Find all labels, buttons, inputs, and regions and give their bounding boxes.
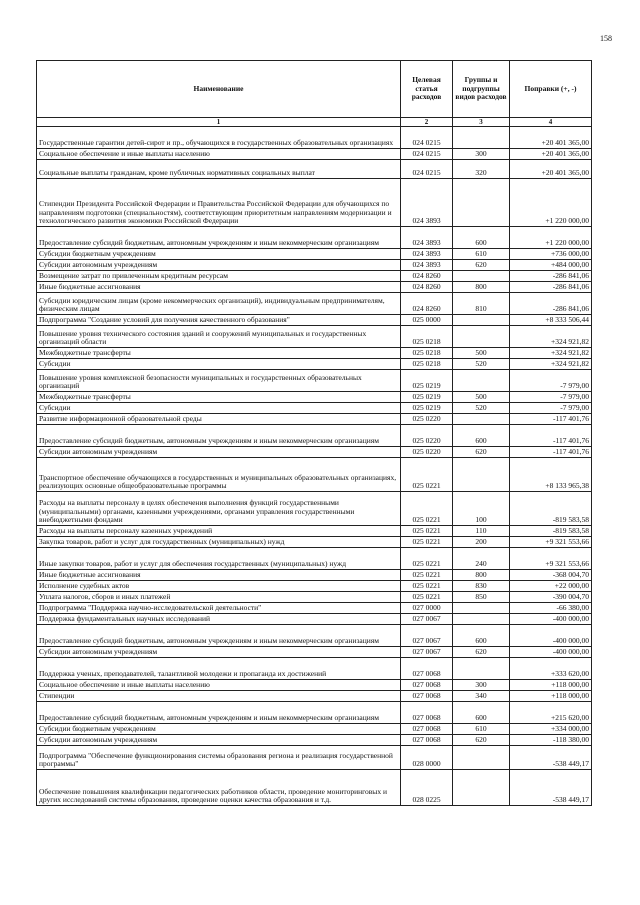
row-name: Расходы на выплаты персоналу в целях обеспечения выполнения функций государственными (муниципальными) органами, казенными учреждениями, органами управления государственными внебюджетными фондами xyxy=(37,492,401,526)
row-name: Развитие информационной образовательной среды xyxy=(37,414,401,425)
row-target-code: 025 0221 xyxy=(401,570,453,581)
table-row xyxy=(37,526,592,537)
row-expense-group: 320 xyxy=(453,160,510,179)
row-target-code: 025 0220 xyxy=(401,425,453,447)
row-name: Субсидии автономным учреждениям xyxy=(37,260,401,271)
table-row xyxy=(37,581,592,592)
row-name: Межбюджетные трансферты xyxy=(37,348,401,359)
row-expense-group: 800 xyxy=(453,282,510,293)
row-target-code: 025 0218 xyxy=(401,326,453,348)
row-name: Субсидии бюджетным учреждениям xyxy=(37,724,401,735)
table-row xyxy=(37,425,592,447)
row-name: Межбюджетные трансферты xyxy=(37,392,401,403)
row-amount: +333 620,00 xyxy=(510,658,592,680)
row-expense-group xyxy=(453,414,510,425)
row-target-code: 025 0219 xyxy=(401,370,453,392)
table-row xyxy=(37,293,592,315)
row-expense-group xyxy=(453,271,510,282)
col-group-header: Группы и подгруппы видов расходов xyxy=(453,61,510,118)
row-name: Подпрограмма "Обеспечение функционирования системы образования региона и реализация государственной программы" xyxy=(37,746,401,770)
col-number-3: 3 xyxy=(453,118,510,127)
row-target-code: 025 0219 xyxy=(401,403,453,414)
row-amount: -7 979,00 xyxy=(510,370,592,392)
row-expense-group: 600 xyxy=(453,625,510,647)
table-row xyxy=(37,149,592,160)
col-number-4: 4 xyxy=(510,118,592,127)
row-expense-group xyxy=(453,614,510,625)
table-row xyxy=(37,680,592,691)
table-row xyxy=(37,702,592,724)
table-row xyxy=(37,537,592,548)
table-row xyxy=(37,359,592,370)
row-name: Субсидии автономным учреждениям xyxy=(37,447,401,458)
row-expense-group: 620 xyxy=(453,260,510,271)
row-name: Субсидии xyxy=(37,359,401,370)
table-row xyxy=(37,127,592,149)
row-amount: +736 000,00 xyxy=(510,249,592,260)
row-target-code: 025 0221 xyxy=(401,548,453,570)
table-row xyxy=(37,370,592,392)
row-expense-group xyxy=(453,458,510,492)
page-number: 158 xyxy=(600,34,612,43)
row-expense-group: 110 xyxy=(453,526,510,537)
row-amount: -819 583,58 xyxy=(510,492,592,526)
row-target-code: 024 3893 xyxy=(401,249,453,260)
row-name: Транспортное обеспечение обучающихся в государственных и муниципальных образовательных организациях, реализующих основные общеобразовательные программы xyxy=(37,458,401,492)
table-row xyxy=(37,348,592,359)
table-row xyxy=(37,447,592,458)
row-amount: +8 333 506,44 xyxy=(510,315,592,326)
row-amount: +334 000,00 xyxy=(510,724,592,735)
row-expense-group: 800 xyxy=(453,570,510,581)
row-amount: +20 401 365,00 xyxy=(510,127,592,149)
row-name: Субсидии бюджетным учреждениям xyxy=(37,249,401,260)
row-expense-group: 240 xyxy=(453,548,510,570)
col-number-1: 1 xyxy=(37,118,401,127)
row-amount: -286 841,06 xyxy=(510,293,592,315)
table-row xyxy=(37,735,592,746)
row-name: Предоставление субсидий бюджетным, автономным учреждениям и иным некоммерческим организациям xyxy=(37,702,401,724)
row-target-code: 025 0219 xyxy=(401,392,453,403)
row-target-code: 027 0067 xyxy=(401,647,453,658)
table-row xyxy=(37,160,592,179)
row-expense-group: 610 xyxy=(453,249,510,260)
table-row xyxy=(37,658,592,680)
row-expense-group: 500 xyxy=(453,392,510,403)
row-amount: +20 401 365,00 xyxy=(510,149,592,160)
row-name: Социальные выплаты гражданам, кроме публичных нормативных социальных выплат xyxy=(37,160,401,179)
table-row xyxy=(37,603,592,614)
row-name: Уплата налогов, сборов и иных платежей xyxy=(37,592,401,603)
table-row xyxy=(37,271,592,282)
row-name: Предоставление субсидий бюджетным, автономным учреждениям и иным некоммерческим организациям xyxy=(37,425,401,447)
row-name: Субсидии юридическим лицам (кроме некоммерческих организаций), индивидуальным предпринимателям, физическим лицам xyxy=(37,293,401,315)
row-target-code: 025 0000 xyxy=(401,315,453,326)
table-header-row xyxy=(37,61,592,118)
row-amount: +324 921,82 xyxy=(510,348,592,359)
row-expense-group: 610 xyxy=(453,724,510,735)
row-name: Предоставление субсидий бюджетным, автономным учреждениям и иным некоммерческим организациям xyxy=(37,625,401,647)
row-amount: +324 921,82 xyxy=(510,359,592,370)
table-row xyxy=(37,625,592,647)
row-amount: -400 000,00 xyxy=(510,614,592,625)
row-name: Предоставление субсидий бюджетным, автономным учреждениям и иным некоммерческим организациям xyxy=(37,227,401,249)
table-row xyxy=(37,179,592,227)
row-target-code: 024 0215 xyxy=(401,160,453,179)
row-name: Поддержка фундаментальных научных исследований xyxy=(37,614,401,625)
row-amount: -286 841,06 xyxy=(510,271,592,282)
row-name: Социальное обеспечение и иные выплаты населению xyxy=(37,680,401,691)
row-target-code: 027 0068 xyxy=(401,702,453,724)
row-name: Субсидии xyxy=(37,403,401,414)
table-row xyxy=(37,724,592,735)
row-target-code: 027 0068 xyxy=(401,658,453,680)
row-target-code: 027 0068 xyxy=(401,724,453,735)
row-expense-group xyxy=(453,603,510,614)
table-row xyxy=(37,570,592,581)
table-row xyxy=(37,249,592,260)
row-target-code: 028 0000 xyxy=(401,746,453,770)
row-expense-group: 340 xyxy=(453,691,510,702)
table-row xyxy=(37,492,592,526)
row-expense-group: 600 xyxy=(453,425,510,447)
table-row xyxy=(37,282,592,293)
row-target-code: 025 0221 xyxy=(401,526,453,537)
row-name: Государственные гарантии детей-сирот и пр., обучающихся в государственных образовательных организациях xyxy=(37,127,401,149)
table-row xyxy=(37,592,592,603)
row-target-code: 025 0218 xyxy=(401,359,453,370)
row-target-code: 025 0220 xyxy=(401,447,453,458)
row-amount: -118 380,00 xyxy=(510,735,592,746)
row-amount: -117 401,76 xyxy=(510,414,592,425)
row-amount: -368 004,70 xyxy=(510,570,592,581)
row-name: Подпрограмма "Поддержка научно-исследовательской деятельности" xyxy=(37,603,401,614)
row-expense-group: 620 xyxy=(453,735,510,746)
row-name: Субсидии автономным учреждениям xyxy=(37,735,401,746)
row-target-code: 025 0221 xyxy=(401,492,453,526)
row-expense-group: 100 xyxy=(453,492,510,526)
row-amount: +215 620,00 xyxy=(510,702,592,724)
col-name-header: Наименование xyxy=(37,61,401,118)
row-expense-group xyxy=(453,770,510,806)
row-name: Возмещение затрат по привлеченным кредитным ресурсам xyxy=(37,271,401,282)
row-expense-group: 300 xyxy=(453,149,510,160)
table-row xyxy=(37,326,592,348)
table-row xyxy=(37,770,592,806)
row-name: Подпрограмма "Создание условий для получения качественного образования" xyxy=(37,315,401,326)
row-expense-group: 620 xyxy=(453,447,510,458)
row-expense-group: 600 xyxy=(453,702,510,724)
row-target-code: 027 0068 xyxy=(401,680,453,691)
table-row xyxy=(37,414,592,425)
row-amount: +9 321 553,66 xyxy=(510,537,592,548)
table-row xyxy=(37,647,592,658)
row-expense-group xyxy=(453,746,510,770)
row-expense-group xyxy=(453,658,510,680)
row-amount: -117 401,76 xyxy=(510,425,592,447)
row-target-code: 024 8260 xyxy=(401,282,453,293)
row-amount: +324 921,82 xyxy=(510,326,592,348)
row-name: Иные бюджетные ассигнования xyxy=(37,282,401,293)
row-expense-group: 200 xyxy=(453,537,510,548)
row-name: Иные бюджетные ассигнования xyxy=(37,570,401,581)
row-expense-group: 830 xyxy=(453,581,510,592)
col-amount-header: Поправки (+, -) xyxy=(510,61,592,118)
row-name: Социальное обеспечение и иные выплаты населению xyxy=(37,149,401,160)
row-target-code: 027 0067 xyxy=(401,625,453,647)
row-expense-group xyxy=(453,127,510,149)
row-target-code: 024 3893 xyxy=(401,227,453,249)
row-target-code: 027 0068 xyxy=(401,691,453,702)
row-amount: -400 000,00 xyxy=(510,625,592,647)
row-amount: -538 449,17 xyxy=(510,746,592,770)
row-amount: +8 133 965,38 xyxy=(510,458,592,492)
row-target-code: 028 0225 xyxy=(401,770,453,806)
row-amount: +9 321 553,66 xyxy=(510,548,592,570)
row-target-code: 024 8260 xyxy=(401,271,453,282)
row-expense-group: 600 xyxy=(453,227,510,249)
table-row xyxy=(37,403,592,414)
row-name: Повышение уровня технического состояния зданий и сооружений муниципальных и государственных организаций области xyxy=(37,326,401,348)
col-number-2: 2 xyxy=(401,118,453,127)
row-name: Расходы на выплаты персоналу казенных учреждений xyxy=(37,526,401,537)
row-expense-group: 300 xyxy=(453,680,510,691)
table-row xyxy=(37,746,592,770)
row-target-code: 024 3893 xyxy=(401,179,453,227)
row-amount: +1 220 000,00 xyxy=(510,179,592,227)
row-amount: -7 979,00 xyxy=(510,403,592,414)
table-row xyxy=(37,548,592,570)
row-name: Стипендии xyxy=(37,691,401,702)
row-expense-group: 500 xyxy=(453,348,510,359)
row-target-code: 024 0215 xyxy=(401,149,453,160)
row-name: Закупка товаров, работ и услуг для государственных (муниципальных) нужд xyxy=(37,537,401,548)
table-body xyxy=(37,127,592,806)
column-number-row xyxy=(37,118,592,127)
row-amount: +484 000,00 xyxy=(510,260,592,271)
row-target-code: 024 3893 xyxy=(401,260,453,271)
row-expense-group: 520 xyxy=(453,403,510,414)
row-amount: -7 979,00 xyxy=(510,392,592,403)
row-target-code: 025 0221 xyxy=(401,592,453,603)
row-name: Субсидии автономным учреждениям xyxy=(37,647,401,658)
row-target-code: 025 0220 xyxy=(401,414,453,425)
table-row xyxy=(37,392,592,403)
row-name: Исполнение судебных актов xyxy=(37,581,401,592)
budget-table xyxy=(36,60,592,806)
row-amount: -286 841,06 xyxy=(510,282,592,293)
row-amount: -819 583,58 xyxy=(510,526,592,537)
row-expense-group xyxy=(453,326,510,348)
row-amount: +118 000,00 xyxy=(510,691,592,702)
table-row xyxy=(37,227,592,249)
row-target-code: 024 0215 xyxy=(401,127,453,149)
row-amount: -400 000,00 xyxy=(510,647,592,658)
row-target-code: 025 0221 xyxy=(401,581,453,592)
row-target-code: 025 0218 xyxy=(401,348,453,359)
table-row xyxy=(37,458,592,492)
row-name: Стипендии Президента Российской Федерации и Правительства Российской Федерации для обучающихся по направлениям подготовки (специальностям), соответствующим приоритетным направлениям модернизации и технологического развития экономики Российской Федерации xyxy=(37,179,401,227)
row-target-code: 027 0067 xyxy=(401,614,453,625)
row-target-code: 025 0221 xyxy=(401,458,453,492)
row-expense-group xyxy=(453,315,510,326)
table-row xyxy=(37,315,592,326)
row-target-code: 027 0068 xyxy=(401,735,453,746)
row-amount: -538 449,17 xyxy=(510,770,592,806)
table-row xyxy=(37,614,592,625)
row-name: Повышение уровня комплексной безопасности муниципальных и государственных образовательных организаций xyxy=(37,370,401,392)
row-amount: -390 004,70 xyxy=(510,592,592,603)
row-amount: -66 380,00 xyxy=(510,603,592,614)
row-expense-group xyxy=(453,370,510,392)
table-row xyxy=(37,260,592,271)
row-name: Обеспечение повышения квалификации педагогических работников области, проведение мониторинговых и других исследований системы образования, проведение оценки качества образования и т.д. xyxy=(37,770,401,806)
row-target-code: 024 8260 xyxy=(401,293,453,315)
col-target-header: Целевая статья расходов xyxy=(401,61,453,118)
row-amount: +118 000,00 xyxy=(510,680,592,691)
row-expense-group: 810 xyxy=(453,293,510,315)
row-amount: -117 401,76 xyxy=(510,447,592,458)
row-name: Иные закупки товаров, работ и услуг для обеспечения государственных (муниципальных) нужд xyxy=(37,548,401,570)
row-expense-group: 620 xyxy=(453,647,510,658)
row-target-code: 027 0000 xyxy=(401,603,453,614)
row-expense-group: 850 xyxy=(453,592,510,603)
row-target-code: 025 0221 xyxy=(401,537,453,548)
row-amount: +22 000,00 xyxy=(510,581,592,592)
row-expense-group: 520 xyxy=(453,359,510,370)
row-amount: +20 401 365,00 xyxy=(510,160,592,179)
row-expense-group xyxy=(453,179,510,227)
row-name: Поддержка ученых, преподавателей, талантливой молодежи и пропаганда их достижений xyxy=(37,658,401,680)
table-row xyxy=(37,691,592,702)
row-amount: +1 220 000,00 xyxy=(510,227,592,249)
